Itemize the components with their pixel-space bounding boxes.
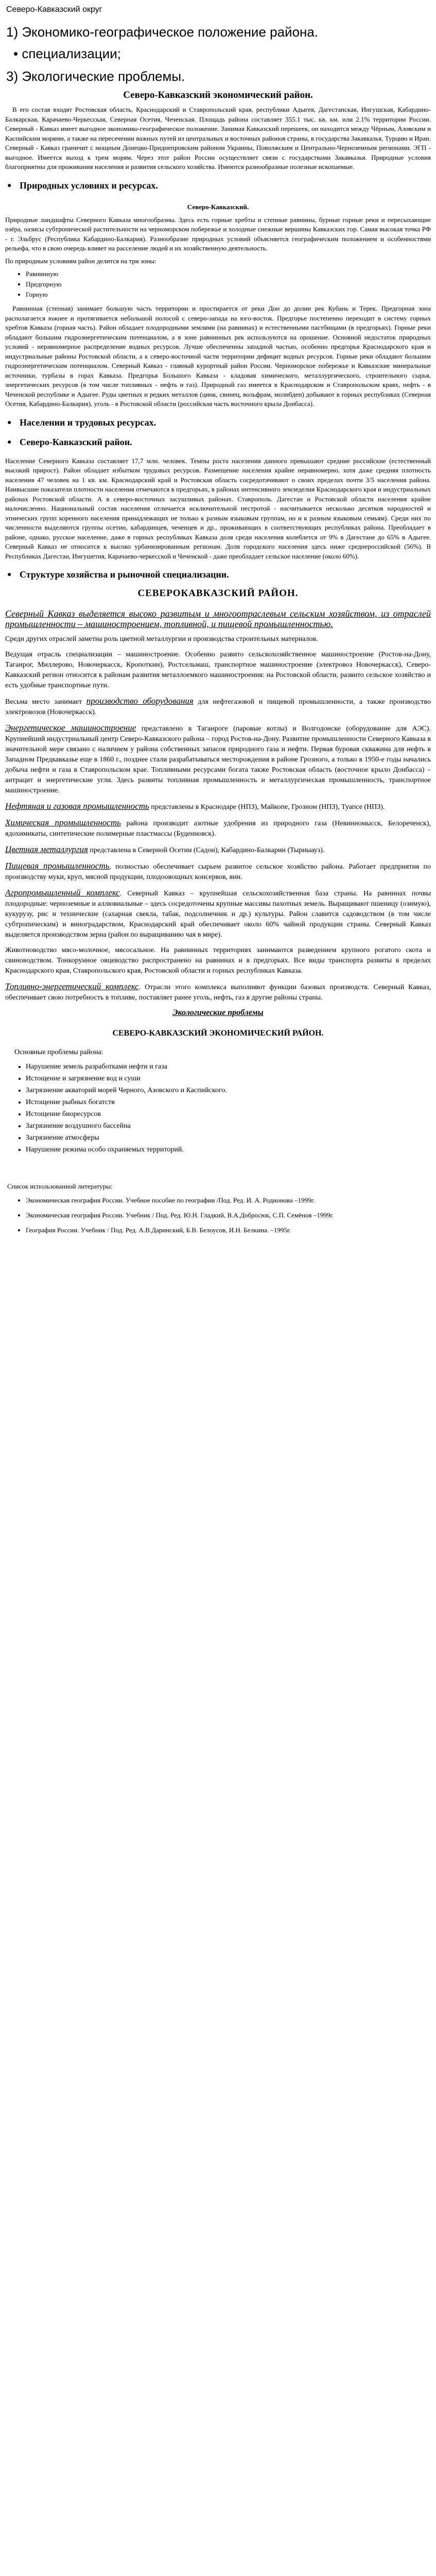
region-heading [7, 437, 431, 448]
outline-item-1: 1) Экономико-географическое положение района. [6, 24, 319, 40]
section2-p8 [5, 861, 431, 883]
list-item: • Предгорную [26, 279, 431, 290]
sources-list [26, 1210, 431, 1220]
text-span: района производит азотные удобрения из природного газа (Невинномысск, Белореченск), ядохимикаты, синтетические полимерные пластмассы (Буденновск). [5, 820, 431, 838]
section2-title: СЕВЕРОКАВКАЗСКИЙ РАЙОН. [137, 588, 299, 599]
section2 [5, 588, 431, 1018]
structure-heading [7, 569, 431, 581]
list-item: • Истощение рыбных богатств [26, 1096, 431, 1108]
structure-heading-text: Структуре хозяйства и рыночной специализации. [20, 569, 229, 580]
list-item: • Загрязнение воздушного бассейна [26, 1120, 431, 1132]
population-heading [7, 417, 431, 429]
term: Топливно-энергетический комплекс [5, 981, 139, 991]
source-item: • География России. Учебник / Под. Ред. А.В.Даринский, Б.В. Белоусов, И.Н. Белкина. –1995г. [26, 1225, 431, 1235]
section3-subtitle: Основные проблемы района: [14, 1048, 103, 1056]
section3-title: СЕВЕРО-КАВКАЗСКИЙ ЭКОНОМИЧЕСКИЙ РАЙОН. [112, 1029, 324, 1038]
population-heading-text: Населении и трудовых ресурсах. [20, 417, 156, 428]
page [0, 0, 436, 1245]
sources-list [26, 1225, 431, 1235]
list-item: • Нарушение режима особо охраняемых территорий. [26, 1144, 431, 1156]
problems-list [26, 1061, 431, 1156]
section2-p10: Животноводство мясо-молочное, мясосальное. На равнинных территориях занимаются разведением крупного рогатого скота и свиноводством. Тонкорунное овцеводство распространено на равнинах и в предгорьях. Все виды транспорта развиты в пределах Краснодарского края, Ставропольского края, Ростовской области и горных республиках Кавказа. [5, 946, 431, 975]
sources [5, 1181, 431, 1235]
natural-text-1: Природные ландшафты Северного Кавказа многообразны. Здесь есть горные хребты и степные равнины, бурные горные реки и пересыхающие озёра, оазисы субтропической растительности на черноморском побережье и холодные снежные вершины Кавказских гор. Самая высокая точка РФ - г. Эльбрус (Республика Кабардино-Балкария). Разнообразие природных условий объясняется географическим положением и особенностями рельефа, что в свою очередь влияет на расселение людей и их хозяйственную деятельность. [5, 215, 431, 252]
natural-text-2: По природным условиям район делится на три зоны: [5, 257, 156, 265]
source-item: • Экономическая география России. Учебник / Под. Ред. Ю.Н. Гладкий, В.А.Добросюк, С.П. Семёнов –1999г. [26, 1210, 431, 1220]
section2-p1: Среди других отраслей заметна роль цветной металлургии и производства строительных материалов. [5, 635, 318, 643]
term: Химическая промышленность [5, 818, 121, 827]
list-item: • Истощение и загрязнение вод и суши [26, 1073, 431, 1084]
term: Пищевая промышленность [5, 861, 110, 871]
sources-list [26, 1195, 431, 1205]
text-span: представлены в Краснодаре (НПЗ), Майкопе, Грозном (НПЗ), Туапсе (НПЗ). [149, 803, 385, 811]
natural-subtitle: Северо-Кавказский. [187, 202, 249, 211]
term: Цветная металлургия [5, 844, 88, 854]
section2-p6 [5, 818, 431, 839]
term: Агропромышленный комплекс [5, 888, 120, 897]
bullet-icon: ● [7, 418, 12, 427]
section2-p4 [5, 723, 431, 796]
section2-p2: Ведущая отрасль специализации – машиностроение. Особенно развито сельскохозяйственное машиностроение (Ростов-на-Дону, Таганрог, Миллерово, Новочеркасск, Кропоткин), Ростсельмаш, транспортное машиностроение (электровоз Новочеркасск), Северо-Кавказский регион относится к районам развития металлоемкого машиностроения: на Ростовской области, развито сельское хозяйство и есть удобные транспортные пути. [5, 651, 431, 689]
text-span: для нефтегазовой и пищевой промышленности, а также производство электровозов (Новочеркасск). [5, 698, 431, 716]
section2-p11 [5, 981, 431, 1003]
text-span: представлено в Таганроге (паровые котлы) и Волгодонске (оборудование для АЭС). Крупнейший индустриальный центр Северо-Кавказского района – город Ростов-на-Дону. Развитие промышленности Северного Кавказа в значительной мере связано с наличием у района собственных запасов природного газа и нефти. Первая буровая скважина для нефть в Западном Предкавказье еще в 1860 г., позднее стали разрабатываться месторождения в районе Грозного, а только в 1950-е годы начались добыча нефти и газа в Ставропольском крае. Топливными ресурсами богата также Ростовская область (восточное крыло Донбасса) – антрацит и энергетические угли. Здесь развиты топливная промышленность и металлургическая промышленность, транспортное машиностроение. [5, 725, 431, 794]
list-item: • Равнинную [26, 269, 431, 279]
natural-heading [7, 180, 431, 192]
bullet-icon: ● [7, 181, 12, 190]
section1-title: Северо-Кавказский экономический район. [123, 90, 313, 100]
breadcrumb: Северо-Кавказский округ [6, 5, 102, 14]
list-item: • Загрязнение акваторий морей Черного, Азовского и Каспийского. [26, 1084, 431, 1096]
section2-p9 [5, 888, 431, 940]
section2-p7 [5, 844, 431, 856]
section2-lead [5, 608, 431, 629]
natural-heading-text: Природных условиях и ресурсах. [20, 180, 158, 191]
term: производство оборудования [86, 696, 194, 706]
list-item: • Горную [26, 290, 431, 300]
natural-text-3: Равнинная (степная) занимает большую часть территории и простирается от реки Дон до долин рек Кубань и Терек. Предгорная зона располагается южнее и протягивается небольшой полосой с северо-запада на юго-восток. Предгорье постепенно переходит в систему горных хребтов Кавказа (горная часть). Район обладает плодородными землями (на равнинах) и естественными пастбищами (в предгорьях). Горные реки обладают большим гидроэнергетическим потенциалом, а в зоне равнинных рек используются на орошение. Основной недостаток природных условий - неравномерное распределение водных ресурсов. Лучше обеспеченны западной частью, особенно предгорья Краснодарского края и индустриальные районы Ростовской области, а к северо-восточной части территории дефицит водных ресурсов. Горные реки обладают большим гидроэнергетическим потенциалом. Северный Кавказ - главный курортный район России. Черноморское побережье и Кавказские минеральные источники, турбазы в горах Кавказа. Предгорья Большого Кавказа - кладовая химического, металлургического, строительного сырья, энергетических ресурсов (в том числе топливных - нефть и газ). Природный газ имеется в Краснодарском и Ставропольском краях, нефть - в Чеченской республике и Адыгее. Руды цветных и редких металлов (цинк, свинец, вольфрам, молибден) добывают в горных республиках (Северная Осетия, Кабардино-Балкария), уголь - в Ростовской области (российская часть восточного крыла Донбасса). [5, 304, 431, 408]
section2-p5 [5, 801, 431, 812]
section2-lead-text: Северный Кавказ выделяется высоко развитым и многоотраслевым сельским хозяйством, из отраслей промышленности – машиностроением, топливной, и пищевой промышленностью. [5, 608, 431, 629]
text-span: , полностью обеспечивает сырьем развитое сельское хозяйство района. Работает предприятия по производству муки, круп, мясной продукции, плодоовощных консервов, вин. [5, 863, 431, 881]
term: Энергетическое машиностроение [5, 723, 136, 733]
text-span: . Отрасли этого комплекса выполняют функции базовых производств. Северный Кавказ, обеспечивает свою потребность в топливе, поставляет ранее уголь, нефть, газ в другие районы страны. [5, 984, 431, 1002]
text-span: Весьма место занимает [5, 698, 86, 706]
term: Нефтяная и газовая промышленность [5, 801, 149, 811]
source-item: • Экономическая география России. Учебное пособие по географии /Под. Ред. И. А. Родионова –1999г. [26, 1195, 431, 1205]
text-span: . Северный Кавказ – крупнейшая сельскохозяйственная база страны. На равнинах почвы плодородные: черноземные и аллювиальные – здесь сосредоточены крупные массивы пахотных земель. Выращивают пшеницу (озимую), кукурузу, рис и технические (сахарная свекла, табак, подсолнечник и др.) культуры. Район славится садоводством (в том числе субтропическим) и виноградарством, Краснодарский край обеспечивает около 60% чайной продукции страны. Северный Кавказ выделяется производством зерна (район по выращиванию чая в мире). [5, 890, 431, 939]
section2-p3 [5, 696, 431, 718]
list-item: • Загрязнение атмосферы [26, 1132, 431, 1144]
ecology-title: Экологические проблемы [172, 1008, 264, 1017]
text-span: представлена в Северной Осетии (Садон), Кабардино-Балкарии (Тырныауз). [88, 846, 325, 854]
outline-item-3: 3) Экологические проблемы. [6, 69, 185, 84]
population-text: Население Северного Кавказа составляет 17,7 млн. человек. Темпы роста населения данного превышают средние российские (естественный высокий прирост). Район обладает избытком трудовых ресурсов. Размещение населения крайне неравномерно, хотя даже средняя плотность населения 47 человек на 1 кв. км. Краснодарский край и Ростовская область сосредотачивают о своих пределах почти 3/5 населения района. Наивысшие показатели плотности населения отмечаются в предгорьях, в районах интенсивного земледелия Краснодарского края и индустриальных районах Ростовской области. А в северо-восточных засушливых районах. Ставрополь. Дагестан и Ростовской области населения крайне малочисленно. Национальный состав населения отличается исключительной пестротой - насчитывается несколько десятков народностей и этнических групп коренного населения принадлежащих не только к разным языковым группам, но и к разным языковым семьям). Среди них по численности выделяются группы осетин, кабардинцев, чеченцев и др., проживающих в соответствующих республиках района. Преобладает в районе, однако, русское население, даже в горных республиках Кавказа доля среди населения колеблется от 9% в Дагестане до 65% в Адыгее. Северный Кавказ не относится к высоко урбанизированным регионам. Доля городского населения здесь ниже среднероссийской (56%). В Республиках Дагестан, Ингушетия, Карачаево-черкесской и Чеченской - даже преобладает сельское население (около 60%). [5, 456, 431, 560]
region-heading-text: Северо-Кавказский район. [20, 436, 132, 447]
list-item: • Истощение биоресурсов [26, 1108, 431, 1120]
zones-list [26, 269, 431, 300]
bullet-icon: ● [7, 438, 12, 446]
sources-title: Список использованной литературы: [7, 1182, 113, 1190]
bullet-icon: ● [7, 571, 12, 579]
outline-item-2: • специализации; [13, 46, 121, 61]
section1-intro: В его состав входят Ростовская область, Краснодарский и Ставропольский края, республики Адыгея, Дагестанская, Ингушская, Кабардино-Балкарская, Карачаево-Черкесская, Северная Осетия, Чеченская. Площадь района составляет 355.1 тыс. кв. км. или 2.1% территории России. Северный - Кавказ имеет выгодное экономико-географическое положение. Занимая Кавказский перешеек, он находится между Чёрным, Азовским и Каспийским морями, а также на пересечении важных путей из центральных и восточных районов страны, в государства Закавказья, Турцию и Иран. Северный - Кавказ граничит с мощным Донецко-Приднепровским районом Украины, Поволжским и Центрально-Черноземным регионами. ЭГП - выгодное. Имеется выход к трем морям. Через этот район России осуществляет связи с государствами Закавказья. Природные условия благоприятны для проживания населения и развития сельского хозяйства. Имеются разнообразные полезные ископаемые. [5, 106, 431, 171]
list-item: • Нарушение земель разработками нефти и газа [26, 1061, 431, 1073]
